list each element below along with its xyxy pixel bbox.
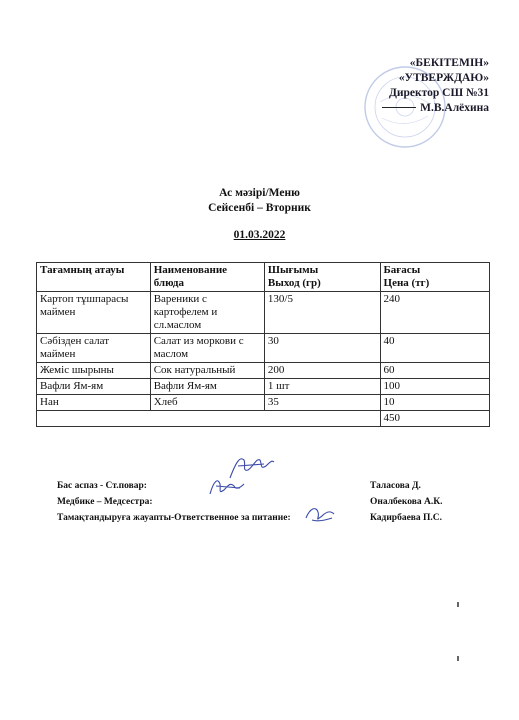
header-price: Бағасы Цена (тг) (380, 263, 489, 292)
approval-kz: «БЕКІТЕМІН» (409, 57, 489, 69)
menu-date: 01.03.2022 (233, 229, 286, 241)
signature-row: Медбике – Медсестра: Оналбекова А.К. (57, 497, 443, 507)
approval-ru: «УТВЕРЖДАЮ» (398, 72, 489, 84)
header-output: Шығымы Выход (гр) (264, 263, 380, 292)
menu-table (36, 262, 490, 427)
table-row: Картоп тұшпарасы маймен Вареники с картофелем и сл.маслом 130/5 240 (37, 292, 490, 334)
approval-name: М.В.Алёхина (420, 102, 489, 114)
approval-position: Директор СШ №31 (388, 87, 489, 99)
table-row: Нан Хлеб 35 10 (37, 395, 490, 411)
day-title: Сейсенбі – Вторник (208, 202, 311, 214)
menu-title-block (0, 186, 519, 216)
approval-signature-line (382, 107, 416, 108)
table-total-row (37, 411, 490, 427)
table-row: Жеміс шырыны Сок натуральный 200 60 (37, 363, 490, 379)
table-row: Сәбізден салат маймен Салат из моркови с маслом 30 40 (37, 334, 490, 363)
signatures-block (57, 478, 467, 526)
margin-mark (457, 656, 459, 661)
signature-row: Тамақтандыруға жауапты-Ответственное за питание: Кадирбаева П.С. (57, 513, 443, 523)
header-name-kz: Тағамның атауы (37, 263, 151, 292)
header-name-ru: Наименование блюда (150, 263, 264, 292)
approval-block (382, 56, 489, 116)
table-header-row (37, 263, 490, 292)
page-title: Ас мәзірі/Меню (219, 187, 300, 199)
table-row: Вафли Ям-ям Вафли Ям-ям 1 шт 100 (37, 379, 490, 395)
signature-row: Бас аспаз - Ст.повар: Таласова Д. (57, 481, 421, 491)
total-price: 450 (380, 411, 489, 427)
margin-mark (457, 602, 459, 607)
